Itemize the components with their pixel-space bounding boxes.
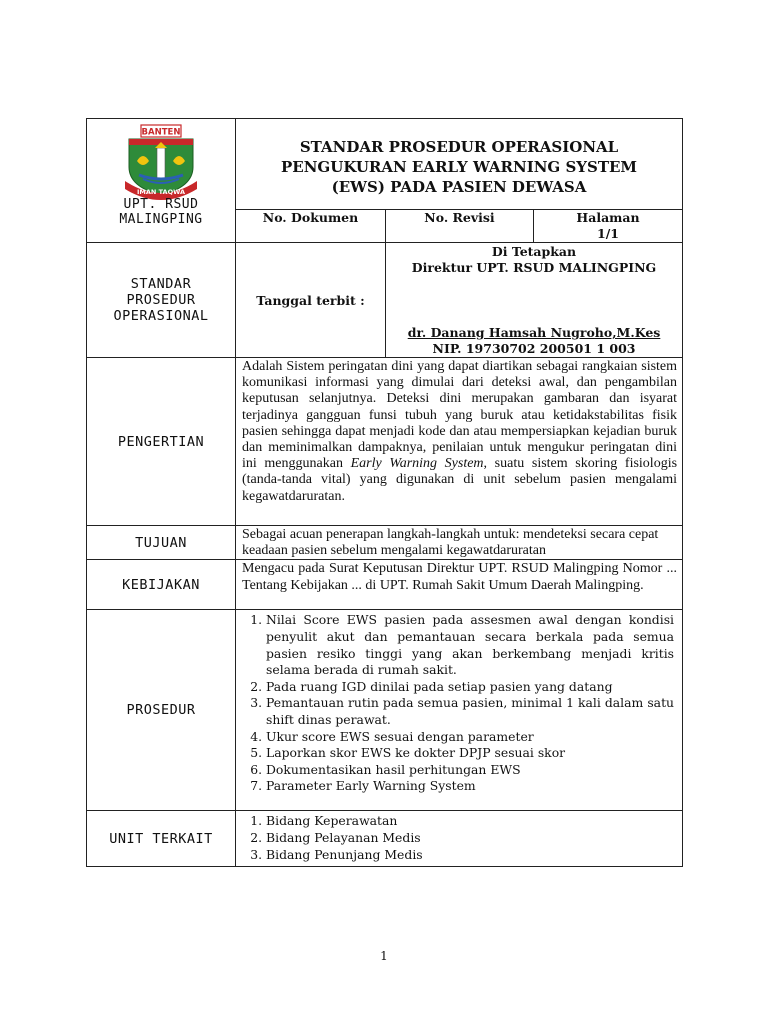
halaman-value: 1/1: [597, 226, 619, 241]
halaman-cell: [534, 210, 683, 243]
unit-terkait-list: [236, 811, 682, 863]
direktur: Direktur UPT. RSUD MALINGPING: [411, 260, 657, 275]
sop-table: [86, 118, 683, 867]
prosedur-list: [236, 610, 682, 795]
tanggal-terbit: Tanggal terbit :: [236, 243, 386, 358]
title-line-2: PENGUKURAN EARLY WARNING SYSTEM: [281, 158, 638, 176]
no-revisi-label: No. Revisi: [386, 210, 534, 243]
sop-label: [87, 243, 236, 358]
approval-cell: [386, 243, 683, 358]
unit-terkait-content: [236, 811, 683, 867]
list-item: 4. Ukur score EWS sesuai dengan parameter: [266, 729, 674, 746]
title-cell: [236, 119, 683, 210]
list-item: 3. Pemantauan rutin pada semua pasien, minimal 1 kali dalam satu shift dinas perawat.: [266, 695, 674, 728]
svg-text:IMAN TAQWA: IMAN TAQWA: [136, 188, 186, 196]
tujuan-text: Sebagai acuan penerapan langkah-langkah untuk: mendeteksi secara cepat keadaan pasien sebelum mengalami kegawatdaruratan: [242, 527, 659, 559]
list-item: 2. Bidang Pelayanan Medis: [266, 830, 674, 847]
di-tetapkan: Di Tetapkan: [491, 244, 577, 259]
list-item: 1. Nilai Score EWS pasien pada assesmen awal dengan kondisi penyulit akut dan pemantauan secara berkala pada semua pasien resiko tinggi yang akan berkembang menjadi kritis selama berada di rumah sakit.: [266, 612, 674, 678]
signer-nip: NIP. 19730702 200501 1 003: [432, 341, 636, 356]
pengertian-text-2: , suatu sistem skoring fisiologis (tanda-tanda vital) yang digunakan di unit sebelum pasien mengalami kegawatdaruratan.: [242, 456, 678, 504]
list-item: 7. Parameter Early Warning System: [266, 778, 674, 795]
list-item: 2. Pada ruang IGD dinilai pada setiap pasien yang datang: [266, 679, 674, 696]
svg-text:BANTEN: BANTEN: [141, 127, 181, 138]
sop-label-line-1: STANDAR: [130, 276, 192, 292]
pengertian-content: [236, 358, 683, 526]
halaman-label: Halaman: [576, 210, 640, 225]
kebijakan-label: KEBIJAKAN: [87, 560, 236, 610]
tujuan-label: TUJUAN: [87, 526, 236, 560]
title-line-3: (EWS) PADA PASIEN DEWASA: [331, 178, 587, 196]
list-item: 5. Laporkan skor EWS ke dokter DPJP sesuai skor: [266, 745, 674, 762]
pengertian-text-1: Adalah Sistem peringatan dini yang dapat diartikan sebagai rangkaian sistem komunikasi informasi yang dimulai dari deteksi awal, dan pengambilan keputusan selanjutnya. Deteksi dini merupakan gambaran dan isyarat terjadinya gangguan funsi tubuh yang buruk atau ketidakstabilitas fisik pasien sehingga dapat menjadi kode dan atau mempersiapkan kejadian buruk dan meminimalkan dampaknya, penilaian untuk mengukur peringatan dini ini menggunakan: [242, 359, 678, 472]
signer-name: dr. Danang Hamsah Nugroho,M.Kes: [407, 325, 661, 340]
list-item: 3. Bidang Penunjang Medis: [266, 847, 674, 864]
kebijakan-content: [236, 560, 683, 610]
banten-province-emblem-icon: [119, 121, 203, 201]
kebijakan-text: Mengacu pada Surat Keputusan Direktur UPT. RSUD Malingping Nomor ... Tentang Kebijakan ... di UPT. Rumah Sakit Umum Daerah Malingping.: [242, 561, 678, 593]
list-item: 1. Bidang Keperawatan: [266, 813, 674, 830]
list-item: 6. Dokumentasikan hasil perhitungan EWS: [266, 762, 674, 779]
prosedur-content: [236, 610, 683, 811]
sop-label-line-3: OPERASIONAL: [113, 308, 209, 324]
sop-label-line-2: PROSEDUR: [126, 292, 196, 308]
prosedur-label: PROSEDUR: [87, 610, 236, 811]
title-line-1: STANDAR PROSEDUR OPERASIONAL: [299, 138, 619, 156]
pengertian-italic: Early Warning System: [350, 456, 484, 472]
unit-terkait-label: UNIT TERKAIT: [87, 811, 236, 867]
logo-cell: [87, 119, 236, 243]
pengertian-label: PENGERTIAN: [87, 358, 236, 526]
page-number: 1: [380, 949, 388, 963]
no-dokumen-label: No. Dokumen: [236, 210, 386, 243]
tujuan-content: [236, 526, 683, 560]
hospital-name: UPT. RSUD MALINGPING: [119, 197, 203, 227]
